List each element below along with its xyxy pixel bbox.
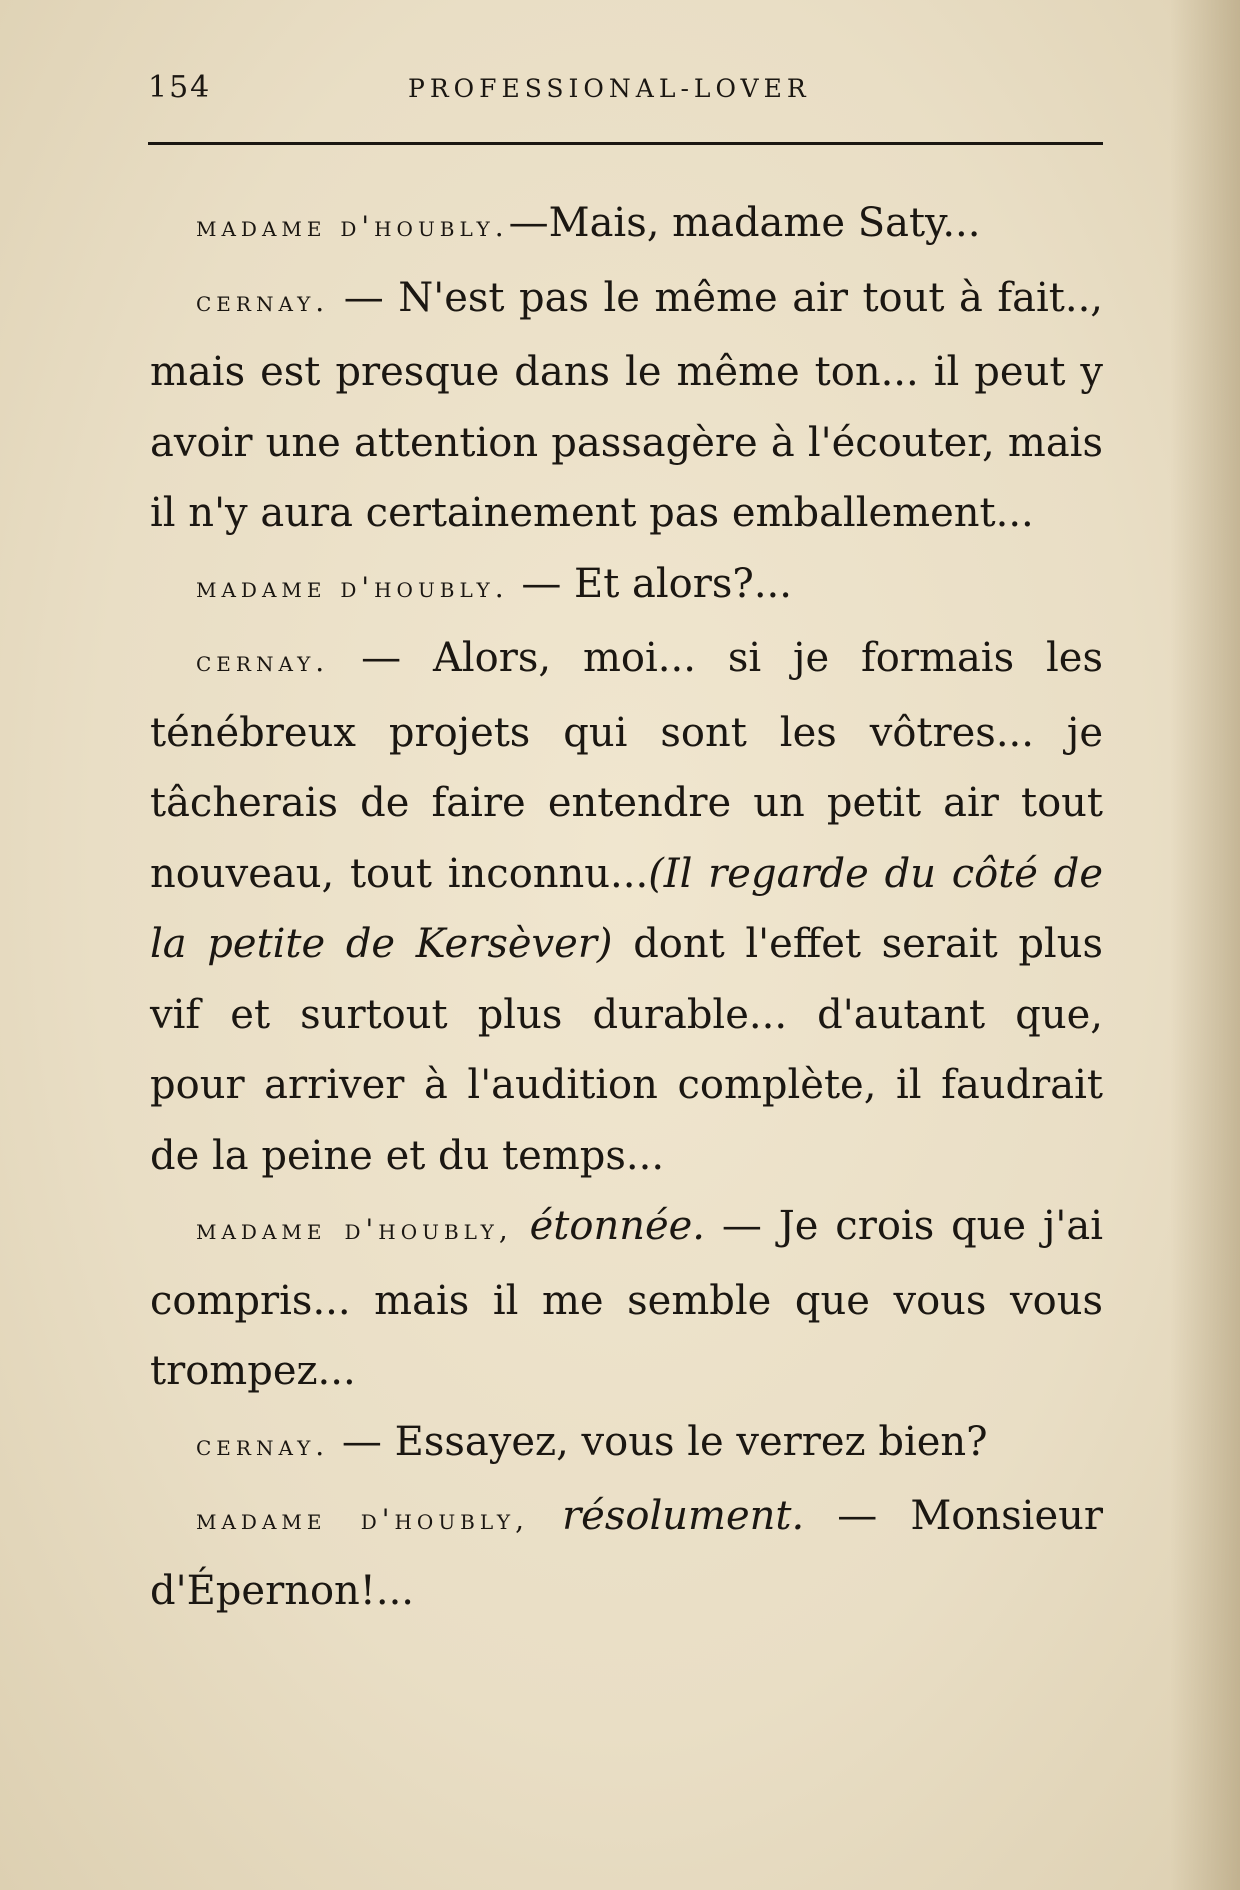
dialogue-line: — Alors, moi... si je formais les ténébreux projets qui sont les vôtres... je tâcherais de faire entendre un petit air tout nouveau, tout inconnu... xyxy=(150,635,1103,897)
dialogue-line-continued: dont l'effet serait plus vif et surtout plus durable... d'autant que, pour arriver à l'audition complète, il faudrait de la peine et du temps... xyxy=(150,921,1104,1179)
dialogue-line: — Monsieur d'Épernon!... xyxy=(150,1493,1104,1614)
dialogue-paragraph xyxy=(150,1407,1103,1482)
dialogue-paragraph xyxy=(150,1481,1103,1626)
speaker-name: madame d'houbly, xyxy=(196,1213,513,1246)
running-title: PROFESSIONAL-LOVER xyxy=(408,74,811,103)
speaker-name: cernay. xyxy=(196,1428,330,1462)
speaker-name: cernay. xyxy=(196,284,330,318)
dialogue-paragraph xyxy=(150,623,1103,1191)
dialogue-line: — N'est pas le même air tout à fait.., mais est presque dans le même ton... il peut y avoir une attention passagère à l'écouter, mais il n'y aura certainement pas emballement... xyxy=(150,274,1103,536)
dialogue-line: — Et alors?... xyxy=(508,560,792,607)
dialogue-line: —Mais, madame Saty... xyxy=(508,200,981,246)
dialogue-paragraph xyxy=(150,188,1103,263)
stage-direction: résolument. xyxy=(562,1493,805,1539)
running-head xyxy=(148,70,1103,110)
header-rule xyxy=(148,142,1103,145)
dialogue-line: — Je crois que j'ai compris... mais il me semble que vous vous trompez... xyxy=(150,1203,1103,1394)
page-number: 154 xyxy=(148,70,212,105)
dialogue-line: — Essayez, vous le verrez bien? xyxy=(329,1418,988,1465)
speaker-name: madame d'houbly. xyxy=(196,210,509,243)
speaker-name: madame d'houbly. xyxy=(196,570,509,604)
stage-direction: étonnée. xyxy=(529,1203,706,1249)
dialogue-paragraph xyxy=(150,1191,1103,1407)
speaker-name: cernay. xyxy=(196,645,330,678)
dialogue-paragraph xyxy=(150,549,1103,624)
stage-direction: (Il regarde du côté de la petite de Kersèver) xyxy=(150,850,1103,967)
page-edge-shadow xyxy=(1170,0,1240,1890)
speaker-name: madame d'houbly, xyxy=(196,1503,529,1536)
dialogue-paragraph xyxy=(150,263,1103,549)
dialogue-text xyxy=(150,188,1103,1626)
